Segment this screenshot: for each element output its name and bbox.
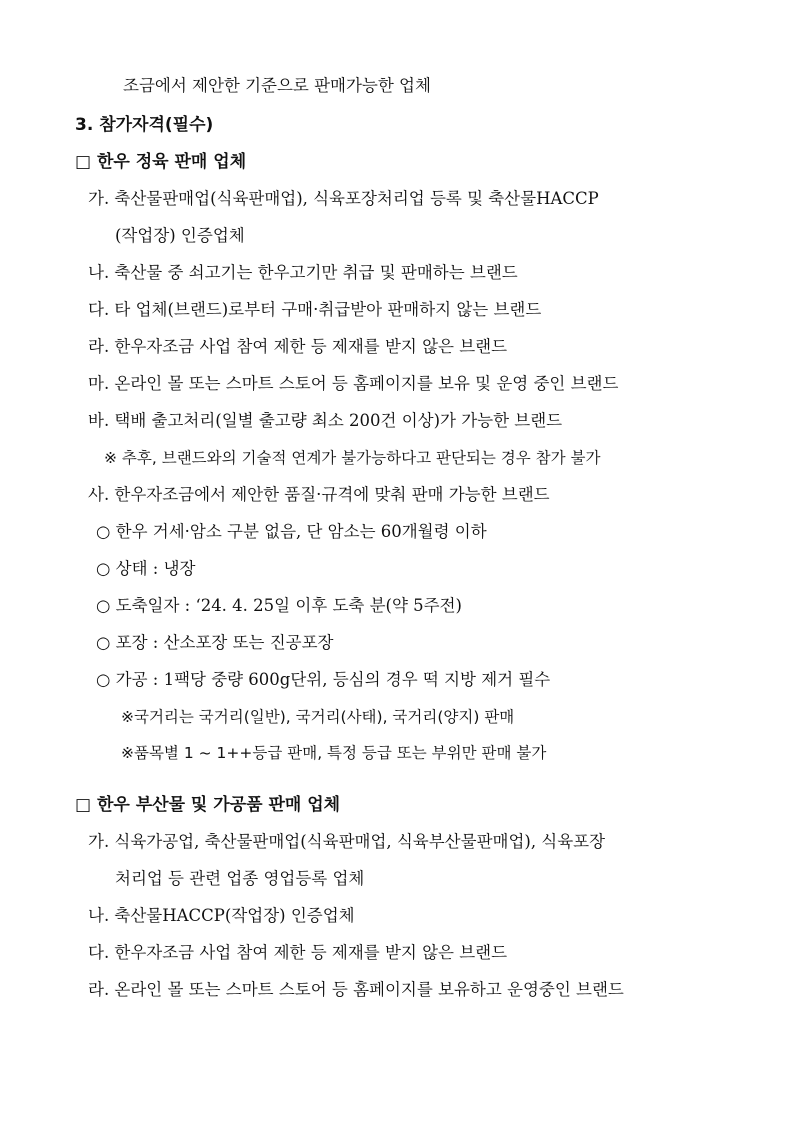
group2-item-da: 다. 한우자조금 사업 참여 제한 등 제재를 받지 않은 브랜드 [88,943,508,962]
group1-item-ba: 바. 택배 출고처리(일별 출고량 최소 200건 이상)가 가능한 브랜드 [88,411,563,430]
sub-note-grade: ※품목별 1 ~ 1++등급 판매, 특정 등급 또는 부위만 판매 불가 [121,744,547,762]
group2-item-ga-continued: 처리업 등 관련 업종 영업등록 업체 [115,869,365,888]
group1-heading: □ 한우 정육 판매 업체 [75,152,247,172]
group1-item-ma: 마. 온라인 몰 또는 스마트 스토어 등 홈페이지를 보유 및 운영 중인 브랜드 [88,374,619,393]
group1-item-na: 나. 축산물 중 쇠고기는 한우고기만 취급 및 판매하는 브랜드 [88,263,518,282]
spec-item-processing: ○ 가공 : 1팩당 중량 600g단위, 등심의 경우 떡 지방 제거 필수 [96,670,551,689]
spec-item-packaging: ○ 포장 : 산소포장 또는 진공포장 [96,633,334,652]
group2-heading: □ 한우 부산물 및 가공품 판매 업체 [75,795,341,815]
spec-item-grade: ○ 한우 거세·암소 구분 없음, 단 암소는 60개월령 이하 [96,522,487,541]
sub-note-soup-meat: ※국거리는 국거리(일반), 국거리(사태), 국거리(양지) 판매 [121,708,515,726]
group1-item-ra: 라. 한우자조금 사업 참여 제한 등 제재를 받지 않은 브랜드 [88,337,508,356]
group1-tech-note: ※ 추후, 브랜드와의 기술적 연계가 불가능하다고 판단되는 경우 참가 불가 [104,449,601,467]
group1-item-sa: 사. 한우자조금에서 제안한 품질·규격에 맞춰 판매 가능한 브랜드 [88,485,550,504]
intro-continuation-text: 조금에서 제안한 기준으로 판매가능한 업체 [123,76,431,95]
section-3-title: 3. 참가자격(필수) [75,115,214,135]
group2-item-ra: 라. 온라인 몰 또는 스마트 스토어 등 홈페이지를 보유하고 운영중인 브랜드 [88,980,624,999]
group1-item-ga-continued: (작업장) 인증업체 [115,226,245,245]
spec-item-state: ○ 상태 : 냉장 [96,559,196,578]
group2-item-ga: 가. 식육가공업, 축산물판매업(식육판매업, 식육부산물판매업), 식육포장 [88,832,606,851]
group1-item-ga: 가. 축산물판매업(식육판매업), 식육포장처리업 등록 및 축산물HACCP [88,189,599,208]
group2-item-na: 나. 축산물HACCP(작업장) 인증업체 [88,906,355,925]
spec-item-slaughter-date: ○ 도축일자 : ‘24. 4. 25일 이후 도축 분(약 5주전) [96,596,462,615]
group1-item-da: 다. 타 업체(브랜드)로부터 구매·취급받아 판매하지 않는 브랜드 [88,300,542,319]
